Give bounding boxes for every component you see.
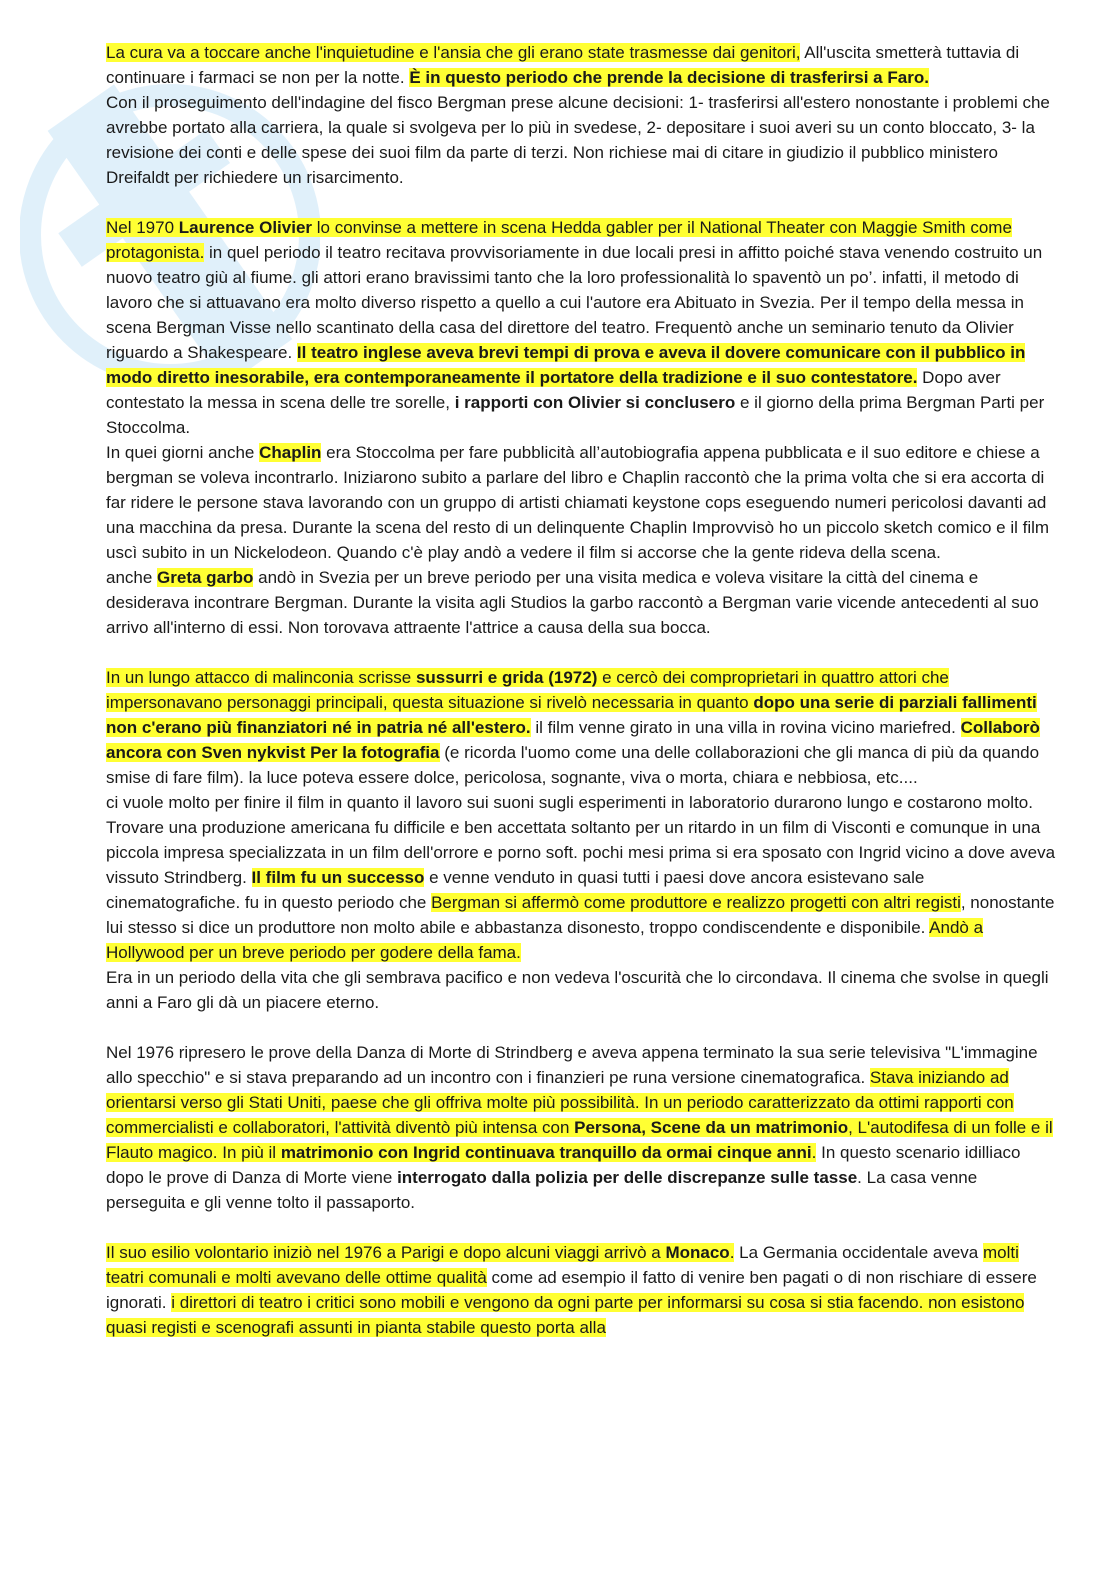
text-run: anche: [106, 568, 158, 587]
highlighted-text: Laurence Olivier: [178, 218, 313, 237]
highlighted-text: .: [811, 1143, 817, 1162]
text-run: e il giorno della prima Bergman Parti per Stoccolma.: [106, 393, 1045, 437]
highlighted-text: lo convinse a mettere in scena Hedda gabler per il National Theater con Maggie Smith come protagonista.: [106, 218, 1012, 262]
highlighted-text: Il teatro inglese aveva brevi tempi di prova e aveva il dovere comunicare con il pubblico in modo diretto inesorabile, era contemporaneamente il portatore della tradizione e il suo contestatore.: [106, 343, 1026, 387]
highlighted-text: Il suo esilio volontario iniziò nel 1976 a Parigi e dopo alcuni viaggi arrivò a: [106, 1243, 666, 1262]
highlighted-text: Il film fu un successo: [251, 868, 425, 887]
highlighted-text: Andò a Hollywood per un breve periodo per godere della fama.: [106, 918, 984, 962]
text-run: , nonostante lui stesso si dice un produttore non molto abile e abbastanza disonesto, troppo condiscendente e disponibile.: [106, 893, 1055, 937]
highlighted-text: Chaplin: [259, 443, 322, 462]
highlighted-text: Bergman si affermò come produttore e realizzo progetti con altri registi: [431, 893, 961, 912]
text-run: Con il proseguimento dell'indagine del fisco Bergman prese alcune decisioni: 1- trasferirsi all'estero nonostante i problemi che avrebbe portato alla carriera, la quale si svolgeva per lo più in svedese, 2- depositare i suoi averi su un conto bloccato, 3- la revisione dei conti e delle spese dei suoi film da parte di terzi. Non richiese mai di citare in giudizio il pubblico ministero Dreifaldt per richiedere un risarcimento.: [106, 93, 1050, 187]
paragraph: [106, 790, 1061, 965]
paragraph-gap: [106, 190, 1061, 215]
highlighted-text: Stava iniziando ad orientarsi verso gli Stati Uniti, paese che gli offriva molte più possibilità. In un periodo caratterizzato da ottimi rapporti con commercialisti e collaboratori, l'attività diventò più intensa con: [106, 1068, 1014, 1137]
text-run: il film venne girato in una villa in rovina vicino mariefred.: [530, 718, 961, 737]
highlighted-text: i direttori di teatro i critici sono mobili e vengono da ogni parte per informarsi su cosa si stia facendo. non esistono quasi registi e scenografi assunti in pianta stabile questo porta alla: [106, 1293, 1025, 1337]
highlighted-text: dopo una serie di parziali fallimenti non c'erano più finanziatori né in patria né all'estero.: [106, 693, 1037, 737]
paragraph: [106, 440, 1061, 565]
paragraph: [106, 1040, 1061, 1215]
paragraph-gap: [106, 1215, 1061, 1240]
text-run: in quel periodo il teatro recitava provvisoriamente in due locali presi in affitto poiché stava venendo costruito un nuovo teatro giù al fiume. gli attori erano bravissimi tanto che la loro professionalità lo spaventò un po’. infatti, il metodo di lavoro che si attuavano era molto diverso rispetto a quello a cui l'autore era Abituato in Svezia. Per il tempo della messa in scena Bergman Visse nello scantinato della casa del direttore del teatro. Frequentò anche un seminario tenuto da Olivier riguardo a Shakespeare.: [106, 243, 1043, 362]
paragraph: [106, 90, 1061, 190]
highlighted-text: In un lungo attacco di malinconia scrisse: [106, 668, 416, 687]
text-run: In quei giorni anche: [106, 443, 260, 462]
highlighted-text: Greta garbo: [157, 568, 254, 587]
highlighted-text: e cercò dei comproprietari in quattro attori che impersonavano personaggi principali, questa situazione si rivelò necessaria in quanto: [106, 668, 949, 712]
text-run: i rapporti con Olivier si conclusero: [454, 393, 736, 412]
paragraph-gap: [106, 1015, 1061, 1040]
highlighted-text: .: [729, 1243, 735, 1262]
paragraph: [106, 1240, 1061, 1340]
text-run: come ad esempio il fatto di venire ben pagati o di non rischiare di essere ignorati.: [106, 1268, 1037, 1312]
text-run: andò in Svezia per un breve periodo per una visita medica e voleva visitare la città del cinema e desiderava incontrare Bergman. Durante la visita agli Studios la garbo raccontò a Bergman varie vicende antecedenti al suo arrivo all'interno di essi. Non torovava attraente l'attrice a causa della sua bocca.: [106, 568, 1039, 637]
text-run: . La casa venne perseguita e gli venne tolto il passaporto.: [106, 1168, 978, 1212]
paragraph-gap: [106, 640, 1061, 665]
paragraph: [106, 665, 1061, 790]
text-run: era Stoccolma per fare pubblicità all’autobiografia appena pubblicata e il suo editore e chiese a bergman se voleva incontrarlo. Iniziarono subito a parlare del libro e Chaplin raccontò che la prima volta che si era accorta di far ridere le persone stava lavorando con un gruppo di artisti chiamati keystone cops eseguendo numeri pericolosi davanti ad una macchina da presa. Durante la scena del resto di un delinquente Chaplin Improvvisò ho un piccolo sketch comico e il film uscì subito in un Nickelodeon. Quando c'è play andò a vedere il film si accorse che la gente rideva della scena.: [106, 443, 1050, 562]
paragraph: [106, 565, 1061, 640]
highlighted-text: Monaco: [665, 1243, 730, 1262]
text-run: Dopo aver contestato la messa in scena delle tre sorelle,: [106, 368, 1001, 412]
text-run: Nel 1976 ripresero le prove della Danza di Morte di Strindberg e aveva appena terminato la sua serie televisiva "L'immagine allo specchio" e si stava preparando ad un incontro con i finanzieri pe runa versione cinematografica.: [106, 1043, 1038, 1087]
highlighted-text: molti teatri comunali e molti avevano delle ottime qualità: [106, 1243, 1019, 1287]
paragraph: [106, 40, 1061, 90]
highlighted-text: , L'autodifesa di un folle e il Flauto magico. In più il: [106, 1118, 1053, 1162]
highlighted-text: matrimonio con Ingrid continuava tranquillo da ormai cinque anni: [280, 1143, 812, 1162]
text-run: Era in un periodo della vita che gli sembrava pacifico e non vedeva l'oscurità che lo circondava. Il cinema che svolse in quegli anni a Faro gli dà un piacere eterno.: [106, 968, 1049, 1012]
highlighted-text: È in questo periodo che prende la decisione di trasferirsi a Faro.: [409, 68, 929, 87]
text-run: All'uscita smetterà tuttavia di continuare i farmaci se non per la notte.: [106, 43, 1020, 87]
paragraph: [106, 965, 1061, 1015]
text-run: La Germania occidentale aveva: [734, 1243, 983, 1262]
highlighted-text: Persona, Scene da un matrimonio: [574, 1118, 849, 1137]
document-text: [106, 40, 1061, 1340]
highlighted-text: Nel 1970: [106, 218, 179, 237]
highlighted-text: Collaborò ancora con Sven nykvist Per la fotografia: [106, 718, 1040, 762]
text-run: (e ricorda l'uomo come una delle collaborazioni che gli manca di più da quando smise di fare film). la luce poteva essere dolce, pericolosa, sognante, viva o morta, chiara e nebbiosa, etc....: [106, 743, 1040, 787]
paragraph: [106, 215, 1061, 440]
text-run: ci vuole molto per finire il film in quanto il lavoro sui suoni sugli esperimenti in laboratorio durarono lungo e costarono molto. Trovare una produzione americana fu difficile e ben accettata soltanto per un ritardo in un film di Visconti e comunque in una piccola impresa specializzata in un film dell'orrore e porno soft. pochi mesi prima si era sposato con Ingrid vicino a dove aveva vissuto Strindberg.: [106, 793, 1056, 887]
highlighted-text: sussurri e grida (1972): [415, 668, 598, 687]
text-run: interrogato dalla polizia per delle discrepanze sulle tasse: [397, 1168, 858, 1187]
text-run: e venne venduto in quasi tutti i paesi dove ancora esistevano sale cinematografiche. fu in questo periodo che: [106, 868, 925, 912]
highlighted-text: La cura va a toccare anche l'inquietudine e l'ansia che gli erano state trasmesse dai genitori,: [106, 43, 801, 62]
text-run: In questo scenario idilliaco dopo le prove di Danza di Morte viene: [106, 1143, 1021, 1187]
